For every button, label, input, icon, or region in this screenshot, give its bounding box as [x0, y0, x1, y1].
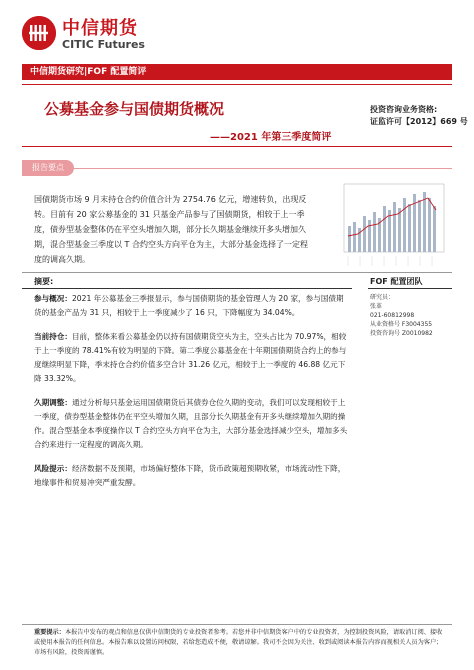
- thumbnail-chart: [336, 176, 452, 272]
- abstract-body: [34, 292, 350, 500]
- key-points-tab: 报告要点: [22, 160, 74, 176]
- brand-logo: [22, 12, 152, 56]
- key-points-text: 国债期货市场 9 月末持仓合约价值合计为 2754.76 亿元，增速转负，出现反转。目前有 20 家公募基金的 31 只基金产品参与了国债期货，相较于上一季度，债券型基金整体仍在平空头增加久期，部分长久期基金继续开多头增加久期，混合型基金三季度以 T 合约空头方向平仓为主，大部分基金选择了一定程度的调高久期。: [34, 195, 308, 264]
- abstract-paragraph: [34, 330, 350, 386]
- brand-name-en: CITIC Futures: [62, 38, 145, 51]
- team-line: 张革: [370, 303, 383, 310]
- team-line: 研究员：: [370, 294, 395, 301]
- paragraph-text: 经济数据不及预期，市场偏好整体下降，货币政策超预期收紧，市场流动性下降，地缘事件和贸易冲突严重发酵。: [34, 464, 346, 487]
- divider: [22, 146, 452, 147]
- team-contact: [370, 293, 433, 338]
- qualification-value: 证监许可【2012】669 号: [370, 117, 468, 126]
- paragraph-text: 2021 年公募基金三季报显示，参与国债期货的基金管理人为 20 家，参与国债期货的基金产品为 31 只，相较于上一季度减少了 16 只，下降幅度为 34.04%。: [34, 294, 344, 317]
- team-rule: [368, 288, 452, 289]
- paragraph-heading: 参与概况：: [34, 294, 72, 303]
- paragraph-heading: 风险提示：: [34, 464, 72, 473]
- divider: [22, 84, 452, 85]
- paragraph-text: 目前，整体来看公募基金仍以持有国债期货空头为主，空头占比为 70.97%，相较于上一季度的 78.41%有较为明显的下降。第二季度公募基金在十年期国债期货合约上的参与度继续明显下降，季末持仓合约价值多空合计 31.26 亿元，相较于上一季度的 46.88 亿元下降 33.32%。: [34, 332, 347, 383]
- report-subtitle: ——2021 年第三季度简评: [210, 132, 332, 143]
- team-line: 投资咨询号 Z0010982: [370, 330, 433, 337]
- abstract-paragraph: [34, 396, 350, 452]
- key-points-rule: [74, 168, 452, 169]
- paragraph-heading: 久期调整：: [34, 398, 72, 407]
- disclaimer-heading: 重要提示：: [34, 629, 65, 636]
- divider: [22, 272, 452, 273]
- abstract-rule: [22, 288, 352, 289]
- team-title: FOF 配置团队: [370, 277, 423, 286]
- qualification-label: 投资咨询业务资格:: [370, 105, 438, 114]
- logo-mark-icon: [22, 16, 56, 50]
- report-title: 公募基金参与国债期货概况: [44, 100, 225, 118]
- abstract-label: 摘要:: [34, 277, 54, 286]
- paragraph-text: 通过分析每只基金运用国债期货后其债券仓位久期的变动，我们可以发现相较于上一季度，债券型基金整体仍在平空头增加久期，且部分长久期基金有开多头继续增加久期的操作。混合型基金本季度操作以 T 合约空头方向平仓为主，大部分基金选择减少空头，增加多头合约来进行一定程度的调高久期。: [34, 398, 348, 449]
- disclaimer: [34, 628, 448, 658]
- abstract-paragraph: [34, 292, 350, 320]
- divider: [22, 624, 452, 625]
- section-bar-label: 中信期货研究|FOF 配置简评: [30, 67, 147, 77]
- team-line: 从业资格号 F3004355: [370, 321, 433, 328]
- team-line: 021-60812998: [370, 312, 415, 319]
- abstract-paragraph: [34, 462, 350, 490]
- report-date: 2021-10-30: [370, 66, 434, 77]
- brand-name-cn: 中信期货: [62, 18, 138, 39]
- disclaimer-text: 本报告中发布的观点和信息仅供中信期货的专业投资者参考。若您并非中信期货客户中的专业投资者，为控制投资风险，请取消订阅、接收或使用本报告的任何信息。本报告难以设置访问权限，若给您造成不便，敬请谅解。我司不会因为关注、收到或阅读本报告内容而视相关人员为客户；市场有风险，投资需谨慎。: [34, 629, 443, 656]
- paragraph-heading: 当前持仓：: [34, 332, 72, 341]
